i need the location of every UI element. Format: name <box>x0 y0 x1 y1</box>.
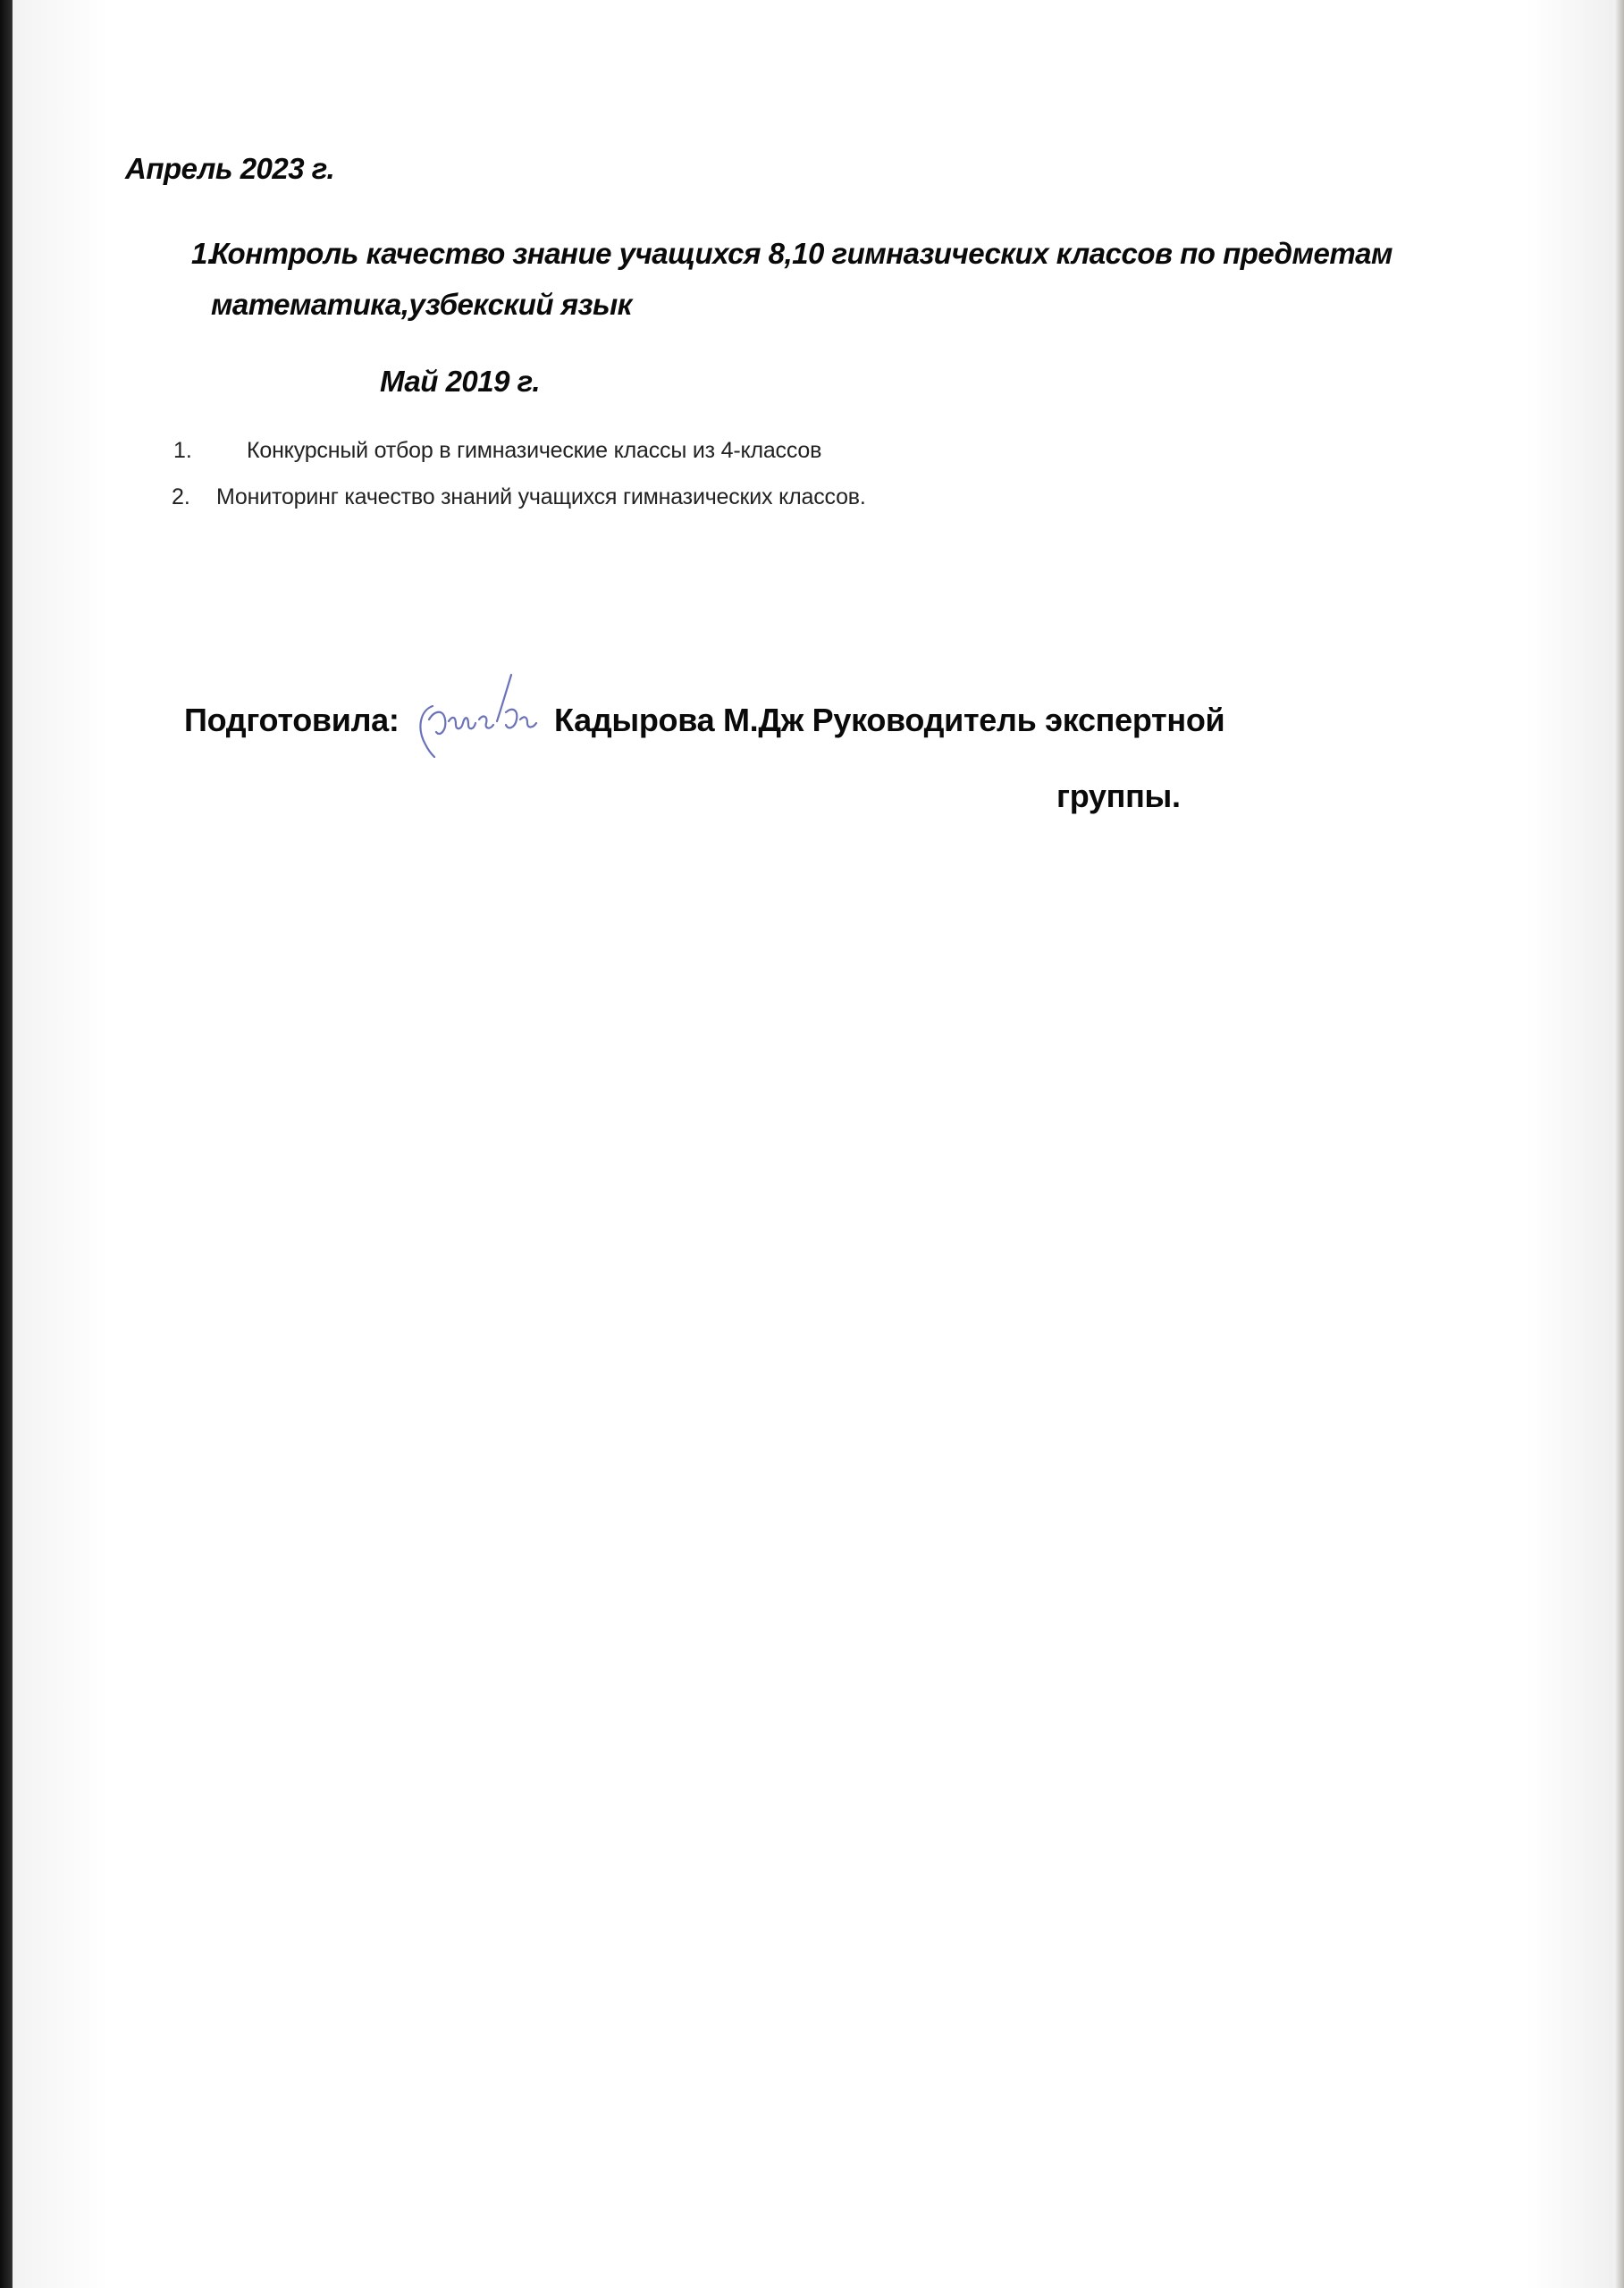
list-item-number: 1. <box>173 438 192 463</box>
signatory: Кадырова М.Дж Руководитель экспертной <box>554 702 1225 738</box>
prepared-label: Подготовила: <box>184 702 400 738</box>
list-item-text: Конкурсный отбор в гимназические классы из 4-классов <box>247 438 822 463</box>
item1-number: 1. <box>191 237 215 270</box>
signatory-continued: группы. <box>1056 778 1181 814</box>
list-item-text: Мониторинг качество знаний учащихся гимназических классов. <box>216 484 866 509</box>
item1-line2: математика,узбекский язык <box>211 288 632 321</box>
document-page <box>13 0 1624 2288</box>
page-shadow-right <box>1615 0 1624 2288</box>
date-april: Апрель 2023 г. <box>125 152 335 185</box>
list-item-number: 2. <box>172 484 190 509</box>
item1-line1: Контроль качество знание учащихся 8,10 гимназических классов по предметам <box>211 237 1393 270</box>
handwritten-signature <box>413 657 556 773</box>
date-may: Май 2019 г. <box>380 365 540 398</box>
